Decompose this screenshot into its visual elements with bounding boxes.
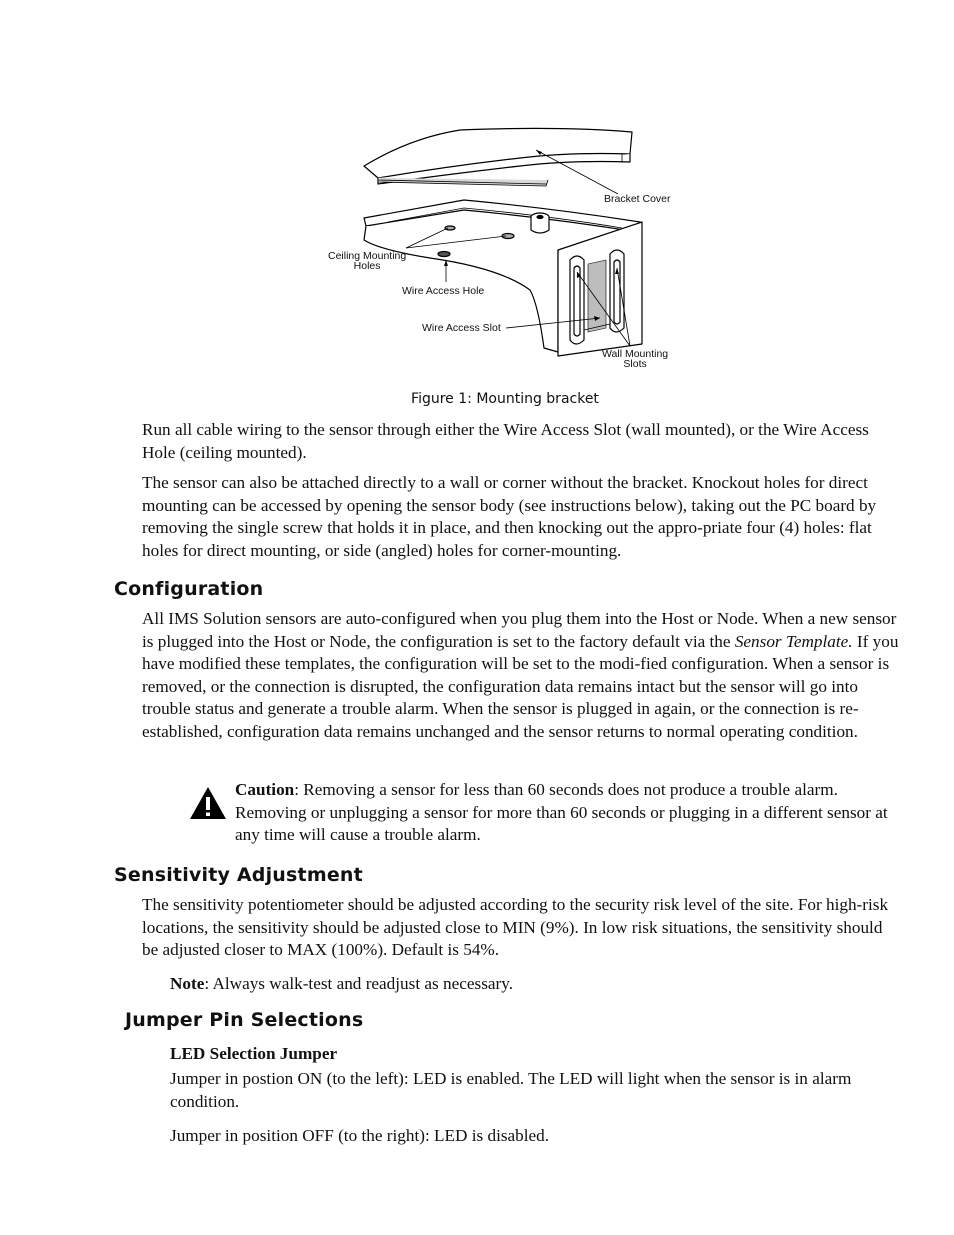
note-label: Note xyxy=(170,974,205,993)
wire-access-hole-label: Wire Access Hole xyxy=(402,285,485,297)
wall-mounting-slots-callout xyxy=(602,349,668,369)
intro-paragraph-1: Run all cable wiring to the sensor through either the Wire Access Slot (wall mounted), or the Wire Access Hole (ceiling mounted). xyxy=(142,420,869,462)
bracket-cover-label: Bracket Cover xyxy=(604,193,671,205)
ceiling-mounting-holes-label-line1: Ceiling Mounting xyxy=(328,250,407,262)
wire-access-slot-callout xyxy=(422,323,501,333)
sensor-template-term: Sensor Template. xyxy=(734,631,853,651)
wall-mounting-slots-label-line2: Slots xyxy=(623,358,647,370)
jumper-heading: Jumper Pin Selections xyxy=(125,1009,364,1031)
bracket-cover-callout xyxy=(604,194,671,204)
sensitivity-heading: Sensitivity Adjustment xyxy=(114,864,363,886)
jumper-on-paragraph: Jumper in postion ON (to the left): LED is enabled. The LED will light when the sensor is in alarm condition. xyxy=(170,1069,852,1111)
led-selection-subheading: LED Selection Jumper xyxy=(170,1044,338,1063)
mounting-bracket-figure xyxy=(300,118,720,380)
ceiling-mounting-holes-label-line2: Holes xyxy=(353,260,381,272)
note-text: : Always walk-test and readjust as necessary. xyxy=(204,974,514,993)
wire-access-hole-callout xyxy=(402,286,484,296)
configuration-heading: Configuration xyxy=(114,578,264,600)
note-paragraph xyxy=(170,973,900,996)
wire-access-slot-label: Wire Access Slot xyxy=(422,322,501,334)
figure-caption: Figure 1: Mounting bracket xyxy=(411,391,599,407)
caution-label: Caution xyxy=(235,780,295,799)
wall-mounting-slots-label-line1: Wall Mounting xyxy=(602,348,669,360)
configuration-text-after: If you have modified these templates, the configuration will be set to the modi-fied configuration. When a sensor is removed, or the connection is disrupted, the configuration data remains intact but the sensor will go into trouble status and generate a trouble alarm. When the sensor is plugged in again, or the connection is re-established, configuration data remains unchanged and the sensor returns to normal operating condition. xyxy=(142,631,899,741)
jumper-off-paragraph: Jumper in position OFF (to the right): LED is disabled. xyxy=(170,1126,550,1145)
ceiling-mounting-holes-callout xyxy=(328,251,406,271)
caution-warning-icon xyxy=(188,785,228,821)
sensitivity-paragraph: The sensitivity potentiometer should be adjusted according to the security risk level of the site. For high-risk locations, the sensitivity should be adjusted close to MIN (9%). In low risk situations, the sensitivity should be adjusted closer to MAX (100%). Default is 54%. xyxy=(142,895,889,960)
intro-paragraph-2: The sensor can also be attached directly to a wall or corner without the bracket. Knockout holes for direct mounting can be accessed by opening the sensor body (see instructions below), taking out the PC board by removing the single screw that holds it in place, and then knocking out the appro-priate four (4) holes: flat holes for direct mounting, or side (angled) holes for corner-mounting. xyxy=(142,473,877,560)
caution-text: : Removing a sensor for less than 60 seconds does not produce a trouble alarm. Removing or unplugging a sensor for more than 60 seconds or plugging in a different sensor at any time will cause a trouble alarm. xyxy=(235,780,888,845)
caution-paragraph xyxy=(235,779,905,847)
configuration-text-before: All IMS Solution sensors are auto-configured when you plug them into the Host or Node. When a new sensor is plugged into the Host or Node, the configuration is set to the factory default via the xyxy=(142,609,897,651)
configuration-paragraph xyxy=(142,608,902,744)
mounting-bracket-illustration xyxy=(300,118,720,380)
